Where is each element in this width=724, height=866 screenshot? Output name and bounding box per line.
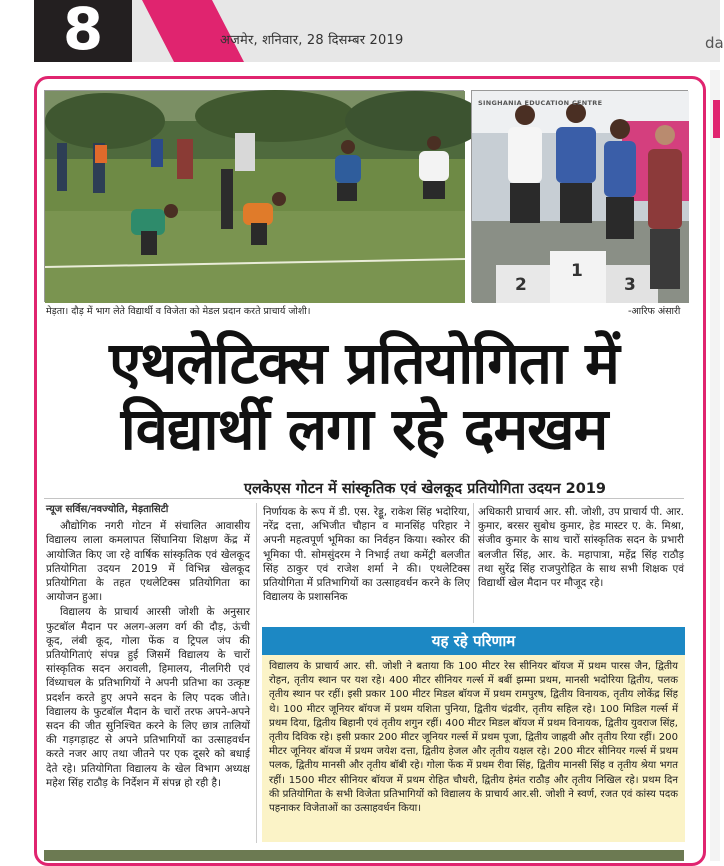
headline-line-2: विद्यार्थी लगा रहे दमखम <box>120 395 608 463</box>
col3-paragraph-1: अधिकारी प्राचार्य आर. सी. जोशी, उप प्राचार्य पी. आर. कुमार, बरसर सुबोध कुमार, हेड मास्टर ए. के. मिश्रा, संजीव कुमार के साथ चारों सांस्कृतिक सदन के प्रभारी बलजीत सिंह, आर. के. महापात्रा, महेंद्र सिंह राठौड़ तथा सुरेंद्र सिंह राजपुरोहित के साथ सभी शिक्षक एवं विद्यार्थी खेल मैदान पर मौजूद रहे। <box>478 506 684 590</box>
byline: न्यूज सर्विस/नवज्योति, मेड़तासिटी <box>46 504 169 515</box>
photo-caption: मेड़ता। दौड़ में भाग लेते विद्यार्थी व विजेता को मेडल प्रदान करते प्राचार्य जोशी। <box>46 306 311 317</box>
page-masthead <box>0 0 724 63</box>
column-separator <box>473 503 474 623</box>
photo-race-start <box>44 90 464 302</box>
headline-line-1: एथलेटिक्स प्रतियोगिता में <box>109 329 619 397</box>
subheadline: एलकेएस गोटन में सांस्कृतिक एवं खेलकूद प्रतियोगिता उदयन 2019 <box>243 481 607 497</box>
headline-rule <box>44 498 684 499</box>
page-number-box <box>34 0 132 62</box>
photo-credit: -आरिफ अंसारी <box>628 306 681 317</box>
race-start-illustration <box>45 91 465 303</box>
dateline: अजमेर, शनिवार, 28 दिसम्बर 2019 <box>220 33 404 48</box>
next-photo-edge <box>44 850 684 861</box>
masthead-right-fragment: da <box>705 34 724 52</box>
page-number: 8 <box>62 0 104 63</box>
results-box <box>262 627 685 842</box>
results-body: विद्यालय के प्राचार्य आर. सी. जोशी ने बताया कि 100 मीटर रेस सीनियर बॉयज में प्रथम पारस जैन, द्वितीय रोहन, तृतीय स्थान पर यश रहे। 400 मीटर सीनियर गर्ल्स में बबीं झम्मा प्रथम, मानसी भदोरिया द्वितीय, पलक तृतीय स्थान पर रहीं। इसी प्रकार 100 मीटर मिडल बॉयज में प्रथम रामपुरष, द्वितीय विनायक, तृतीय लोकेंद्र सिंह थे। 100 मीटर जूनियर बॉयज में प्रथम यशिता पुनिया, द्वितीय चंद्रवीर, तृतीय सहिल रहे। 100 मिडिल गर्ल्स में प्रथम दिया, द्वितीय बिहानी एवं तृतीय शगुन रहीं। 400 मीटर मिडल बॉयज में प्रथम विनायक, द्वितीय युवराज सिंह, तृतीय दिविक रहे। इसी प्रकार 200 मीटर जूनियर गर्ल्स में प्रथम पूजा, द्वितीय जाह्नवी और तृतीय रिया रहीं। 200 मीटर जूनियर बॉयज में प्रथम जयेश दत्ता, द्वितीय हेजल और तृतीय यक्षल रहे। 200 मीटर सीनियर गर्ल्स में प्रथम पलक, द्वितीय मानसी और तृतीय बॉबी रहे। गोला फेंक में प्रथम रीवा सिंह, द्वितीय मानसी सिंह व तृतीय श्रेया भगत रहीं। 1500 मीटर सीनियर बॉयज में प्रथम रोहित चौधरी, द्वितीय हेमंत राठौड़ और तृतीय निखिल रहे। प्रथम दिन की प्रतियोगिता के सभी विजेता प्रतिभागियों को विद्यालय के प्राचार्य आर.सी. जोशी ने स्वर्ण, रजत एवं कांस्य पदक पहनाकर विजेताओं का उत्साहवर्धन किया। <box>269 661 678 815</box>
results-heading: यह रहे परिणाम <box>262 627 685 655</box>
col1-paragraph-1: औद्योगिक नगरी गोटन में संचालित आवासीय विद्यालय लाला कमलापत सिंघानिया शिक्षण केंद्र में आयोजित किए जा रहे वार्षिक सांस्कृतिक एवं खेलकूद प्रतियोगिता उदयन 2019 में विभिन्न खेलकूद प्रतियोगिता के तहत एथलेटिक्स प्रतियोगिता का आयोजन हुआ। <box>46 520 250 604</box>
article-column-3 <box>478 505 684 590</box>
podium-number-1: 1 <box>571 261 583 281</box>
column-separator <box>256 503 257 843</box>
col2-paragraph-1: निर्णायक के रूप में डी. एस. रेड्डू, राकेश सिंह भदोरिया, नरेंद्र दत्ता, अभिजीत चौहान व मानसिंह परिहार ने अपनी महत्वपूर्ण भूमिका का निर्वहन किया। स्कोरर की भूमिका पी. सोमसुंदरम ने निभाई तथा कमेंट्री बलजीत सिंह ठाकुर एवं राजेश शर्मा ने की। एथलेटिक्स प्रतियोगिता में प्रतिभागियों का उत्साहवर्धन करने के लिए विद्यालय के प्रशासनिक <box>263 506 470 604</box>
article-column-1 <box>46 503 250 790</box>
col1-paragraph-2: विद्यालय के प्राचार्य आरसी जोशी के अनुसार फुटबॉल मैदान पर अलग-अलग वर्ग की दौड़, ऊंची कूद, लंबी कूद, गोला फेंक व ट्रिपल जंप की प्रतियोगिताएं संपन्न हुई जिसमें विद्यालय के चारों सांस्कृतिक सदन अरावली, हिमालय, नीलगिरी एवं विंध्याचल के प्रतिभागियों ने अपनी प्रतिभा का उत्कृष्ट प्रदर्शन करते हुए अपने सदन के लिए पदक जीते। विद्यालय के फुटबॉल मैदान के चारों तरफ अपने-अपने सदन की जीत सुनिश्चित करने के लिए छात्र तालियों की गड़गड़ाहट से अपने प्रतिभागियों का उत्साहवर्धन करते नजर आए तथा जीतने पर एक दूसरे को बधाई देते रहे। प्रतियोगिता विद्यालय के खेल विभाग अध्यक्ष महेश सिंह राठौड़ के निर्देशन में संपन्न हो रही है। <box>46 606 250 789</box>
headline <box>44 330 684 462</box>
photo-medal-podium <box>471 90 688 302</box>
article-column-2 <box>263 505 470 604</box>
podium-number-2: 2 <box>515 275 527 295</box>
adjacent-page-tag <box>713 100 720 138</box>
adjacent-page-strip <box>710 70 720 861</box>
banner-text: SINGHANIA EDUCATION CENTRE <box>478 99 603 107</box>
podium-number-3: 3 <box>624 275 636 295</box>
